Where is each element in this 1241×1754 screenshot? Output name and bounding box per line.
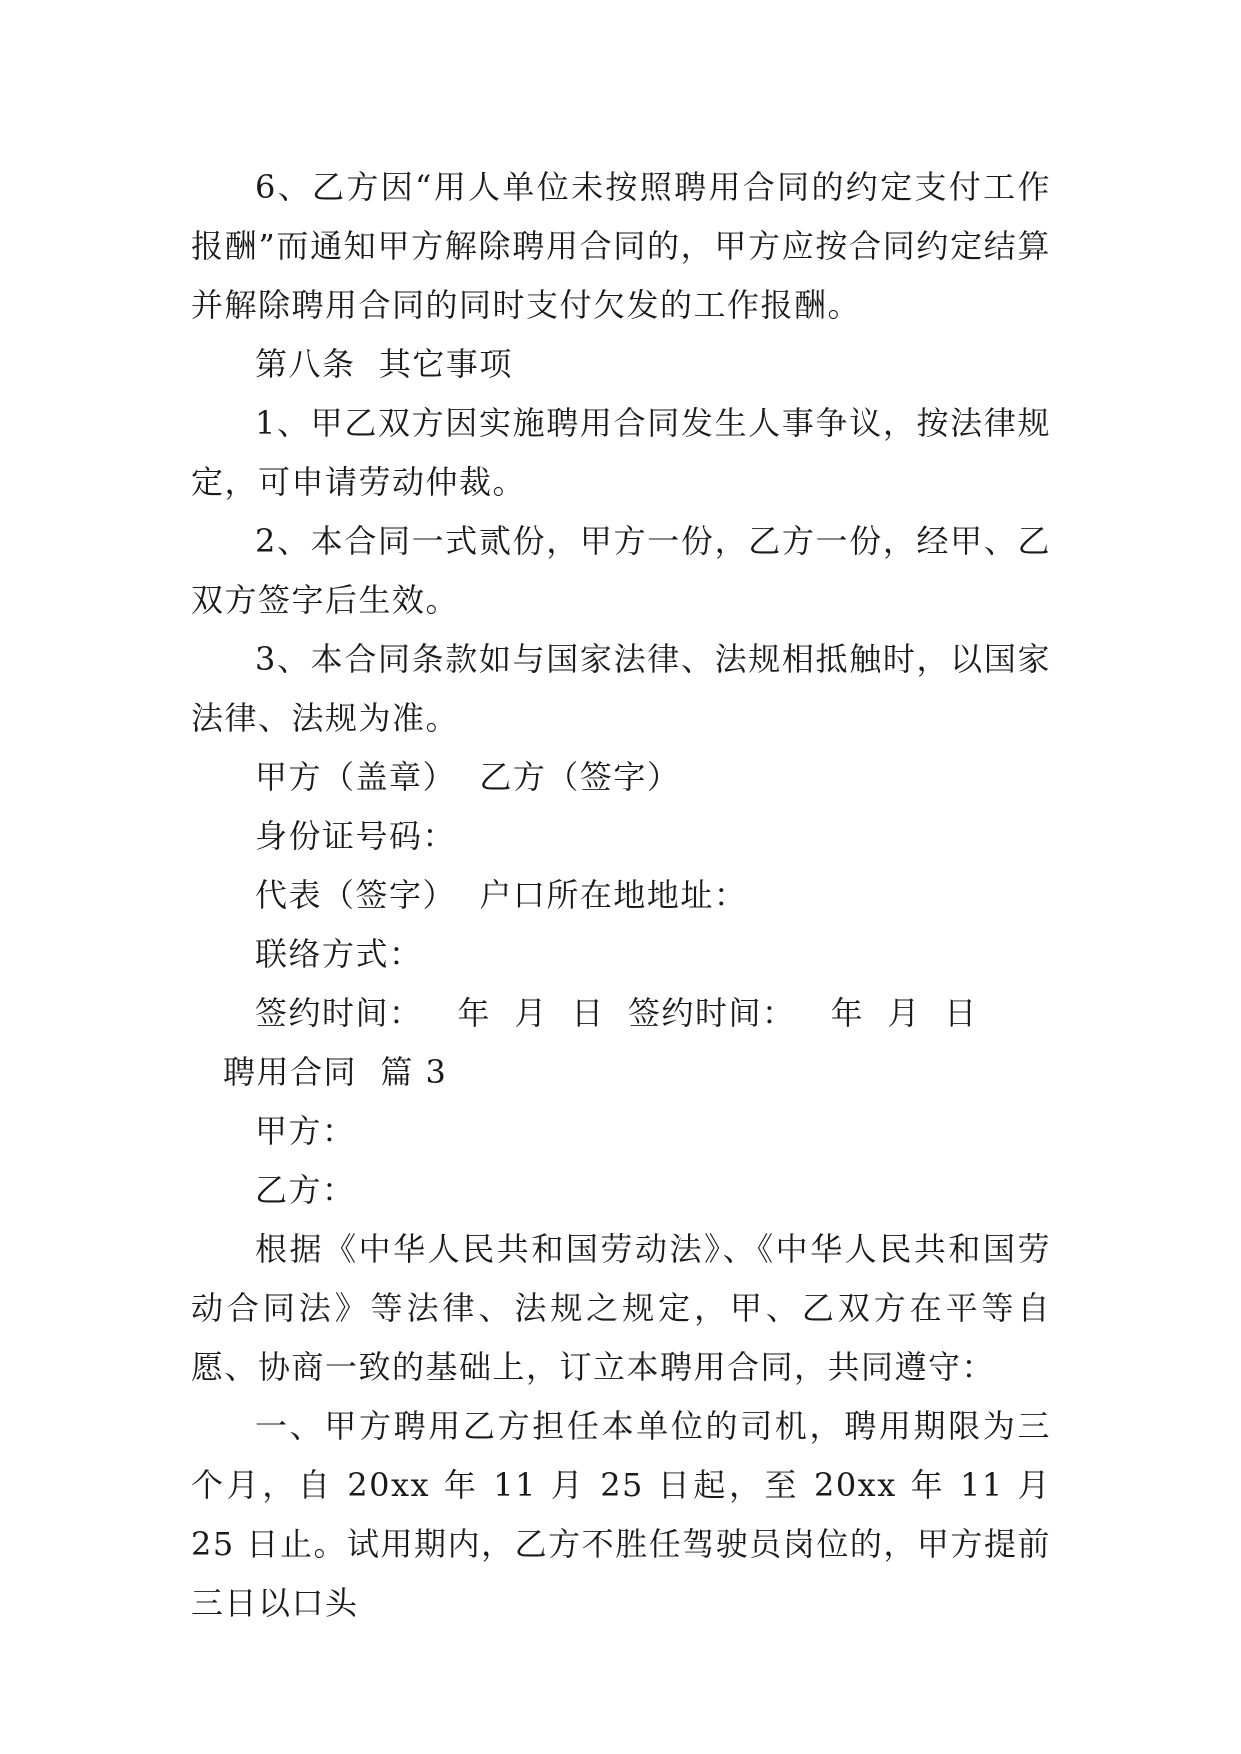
document-body bbox=[191, 158, 1051, 1633]
clause-1-paragraph: 一、甲方聘用乙方担任本单位的司机，聘用期限为三个月，自 20xx 年 11 月 25 日起，至 20xx 年 11 月 25 日止。试用期内，乙方不胜任驾驶员岗位的，甲方提前三日以口头 bbox=[191, 1407, 1051, 1622]
signature-parties-line: 甲方（盖章） 乙方（签字） bbox=[255, 758, 681, 796]
section-3-title: 聘用合同 篇 3 bbox=[223, 1053, 448, 1091]
party-a-line: 甲方： bbox=[255, 1112, 356, 1150]
paragraph-clause-6: 6、乙方因“用人单位未按照聘用合同的约定支付工作报酬”而通知甲方解除聘用合同的，甲方应按合同约定结算并解除聘用合同的同时支付欠发的工作报酬。 bbox=[191, 168, 1051, 324]
representative-address-line: 代表（签字） 户口所在地地址： bbox=[255, 876, 748, 914]
contact-line: 联络方式： bbox=[255, 935, 423, 973]
id-number-line: 身份证号码： bbox=[255, 817, 457, 855]
paragraph-article-8-item-2: 2、本合同一式贰份，甲方一份，乙方一份，经甲、乙双方签字后生效。 bbox=[191, 522, 1051, 619]
paragraph-article-8-item-1: 1、甲乙双方因实施聘用合同发生人事争议，按法律规定，可申请劳动仲裁。 bbox=[191, 404, 1051, 501]
party-b-line: 乙方： bbox=[255, 1171, 356, 1209]
signing-dates-line: 签约时间： 年 月 日 签约时间： 年 月 日 bbox=[255, 994, 978, 1032]
paragraph-article-8-item-3: 3、本合同条款如与国家法律、法规相抵触时，以国家法律、法规为准。 bbox=[191, 640, 1051, 737]
preamble-paragraph: 根据《中华人民共和国劳动法》、《中华人民共和国劳动合同法》等法律、法规之规定，甲、乙双方在平等自愿、协商一致的基础上，订立本聘用合同，共同遵守： bbox=[191, 1230, 1051, 1386]
article-8-heading: 第八条 其它事项 bbox=[255, 345, 513, 383]
